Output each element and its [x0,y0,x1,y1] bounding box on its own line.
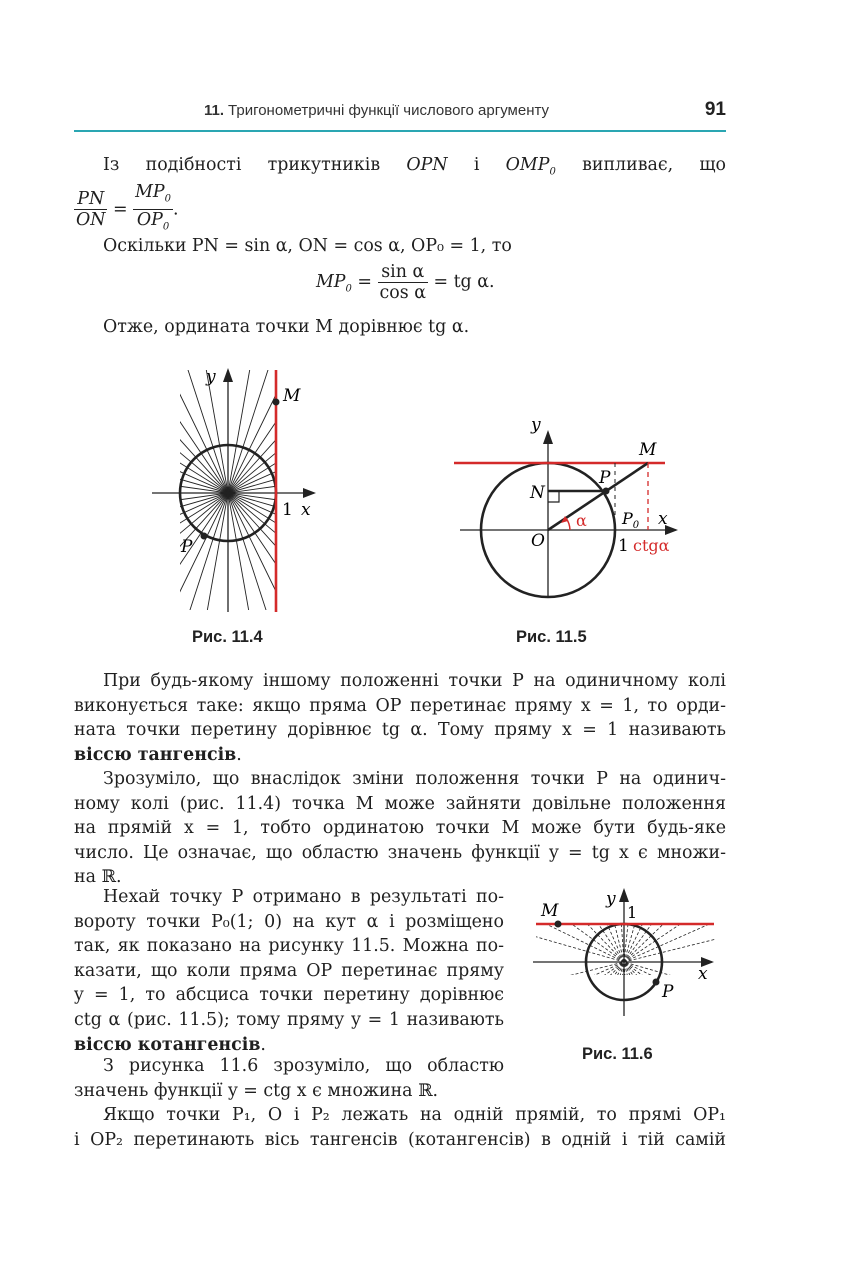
ratio-dot: . [173,199,179,220]
ratio-pn: PN [74,189,107,210]
paragraph-conclusion: Отже, ордината точки M дорівнює tg α. [103,317,470,337]
formula-rhs: = tg α. [433,272,495,292]
paragraph-collinear [74,1103,726,1152]
label-one: 1 [618,536,629,556]
para6-line3: так, як показано на рисунку 11.5. Можна по- [74,936,504,957]
ratio-mp0: $MP_0$ [133,182,173,210]
term-cotangent-axis: віссю котангенсів [74,1034,261,1055]
point-p [653,979,660,986]
para4-line4: віссю тангенсів. [74,744,242,765]
ratio-on: ON [76,210,106,231]
para6-line7: віссю котангенсів. [74,1034,266,1055]
formula-lhs: $MP_0$ [316,272,352,295]
para6-line4: казати, що коли пряма OP перетинає пряму [74,960,504,981]
label-o: O [531,531,545,551]
y-axis-arrow [619,888,629,902]
page-number: 91 [704,99,726,120]
ratio-op0: $OP_0$ [136,210,170,233]
label-m: M [639,440,657,460]
label-y: y [606,889,616,909]
para4-line1: При будь-якому іншому положенні точки P на одиничному колі [103,671,726,691]
para7-line1: З рисунка 11.6 зрозуміло, що областю [103,1056,504,1076]
label-n: N [530,483,545,503]
para5-line2: ному колі (рис. 11.4) точка M може зайняти довільне положення [74,793,726,814]
label-p: P [181,537,193,557]
caption-11-6: Рис. 11.6 [582,1045,653,1063]
label-one: 1 [282,500,293,520]
label-x: x [301,500,311,520]
formula-num: sin α [378,262,428,283]
para1-opn: OPN [406,155,448,175]
caption-11-5: Рис. 11.5 [516,628,587,646]
label-y: y [531,415,541,435]
section-number: 11. [204,102,225,119]
para6-line5: y = 1, то абсциса точки перетину дорівнює [74,985,504,1006]
point-m [555,921,562,928]
label-x: x [698,964,708,984]
para5-line3: на прямій x = 1, тобто ординатою точки M може бути будь-яке [74,818,726,839]
ratio-eq: = [113,199,128,220]
label-ctg: ctgα [633,536,670,555]
formula-den: cos α [379,283,426,303]
label-m: M [541,901,559,921]
para4-line2: виконується таке: якщо пряма OP перетинає пряму x = 1, то орди- [74,695,726,716]
para8-line2: і OP₂ перетинають вісь тангенсів (котангенсів) в одній і тій самій [74,1129,726,1150]
para1-text-b: випливає, що [582,155,727,175]
label-p: P [599,468,611,488]
label-m: M [283,386,301,406]
paragraph-given: Оскільки PN = sin α, ON = cos α, OP₀ = 1, то [103,236,512,256]
para5-line4: число. Це означає, що областю значень функції y = tg x є множи- [74,842,726,863]
para7-line2: значень функції y = ctg x є множина ℝ. [74,1080,439,1101]
formula-eq: = [357,272,372,292]
para1-and: і [473,155,480,175]
term-tangent-axis: віссю тангенсів [74,744,237,765]
label-p: P [662,982,674,1002]
label-p0: $P_0$ [622,509,640,531]
para1-omp0: $OMP_0$ [505,155,556,178]
section-title-text: Тригонометричні функції числового аргументу [228,102,550,119]
label-y: y [206,367,216,387]
para8-line1: Якщо точки P₁, O і P₂ лежать на одній прямій, то прямі OP₁ [103,1105,726,1125]
para5-line1: Зрозуміло, що внаслідок зміни положення точки P на одинич- [103,769,726,789]
para6-line6: ctg α (рис. 11.5); тому пряму y = 1 називають [74,1009,504,1030]
para1-text-a: Із подібності трикутників [103,155,381,175]
label-one: 1 [627,903,638,922]
caption-11-4: Рис. 11.4 [192,628,263,646]
para5-line5: на ℝ. [74,867,122,888]
para6-line2: вороту точки P₀(1; 0) на кут α і розміщено [74,911,504,932]
label-alpha: α [576,511,587,530]
label-x: x [658,509,668,529]
para6-line1: Нехай точку P отримано в результаті по- [103,887,504,907]
para4-line3: ната точки перетину дорівнює tg α. Тому пряму x = 1 називають [74,720,726,741]
